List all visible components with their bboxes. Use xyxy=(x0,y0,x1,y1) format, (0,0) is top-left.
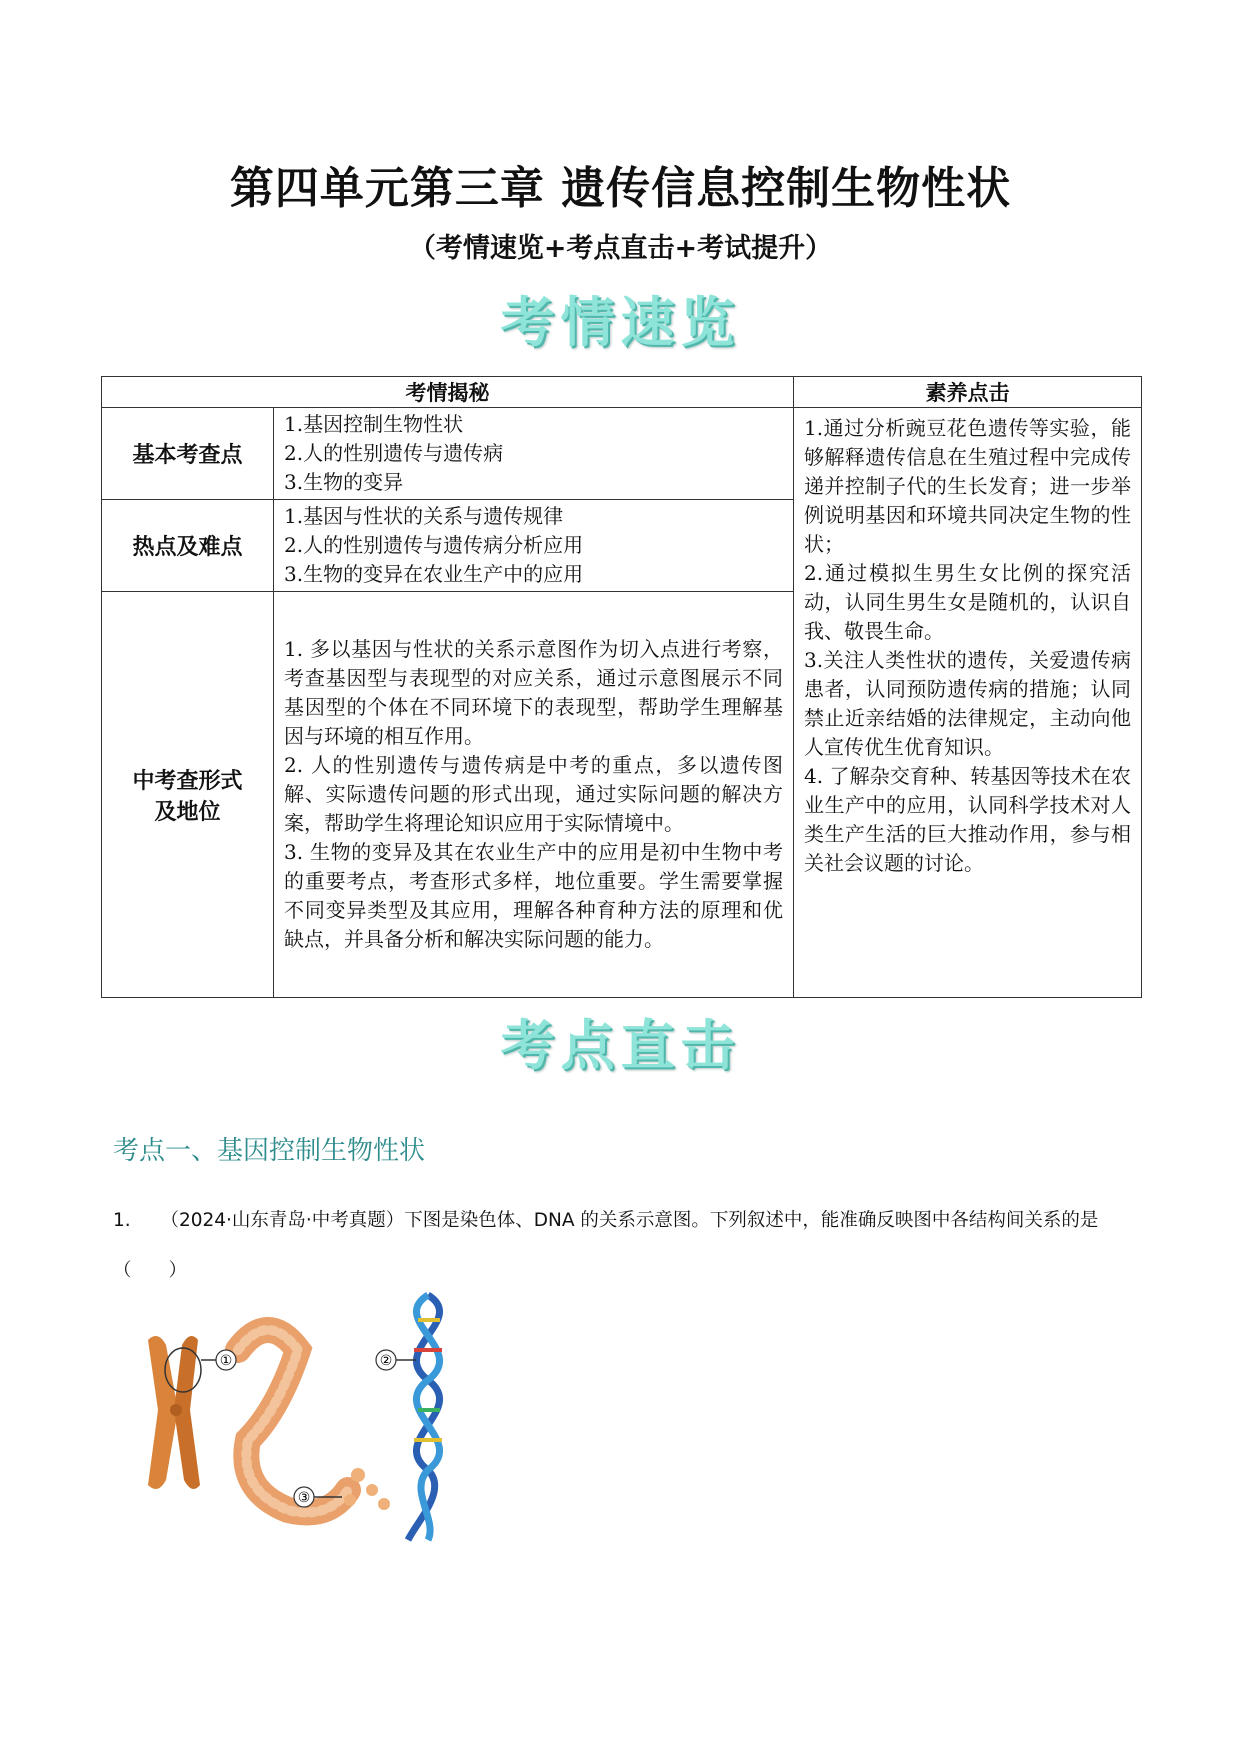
list-item: 2.人的性别遗传与遗传病分析应用 xyxy=(284,533,584,557)
row-label-hotspots: 热点及难点 xyxy=(102,500,274,592)
literacy-item: 2.通过模拟生男生女比例的探究活动，认同生男生女是随机的，认识自我、敬畏生命。 xyxy=(804,561,1131,643)
dna-helix-icon xyxy=(408,1295,442,1540)
row-label-exam-form: 中考查形式及地位 xyxy=(102,592,274,998)
list-item: 2. 人的性别遗传与遗传病是中考的重点，多以遗传图解、实际遗传问题的形式出现，通过实际问题的解决方案，帮助学生将理论知识应用于实际情境中。 xyxy=(284,753,783,835)
literacy-item: 4. 了解杂交育种、转基因等技术在农业生产中的应用，认同科学技术对人类生产生活的巨大推动作用，参与相关社会议题的讨论。 xyxy=(804,764,1131,875)
label-2: ② xyxy=(379,1353,393,1369)
label-marker-1 xyxy=(201,1350,236,1370)
page-title: 第四单元第三章 遗传信息控制生物性状 xyxy=(229,163,1012,214)
row-items-exam-form xyxy=(274,592,794,998)
table-row xyxy=(102,408,1142,500)
chromosome-icon xyxy=(148,1336,201,1489)
question-1 xyxy=(113,1196,1133,1296)
list-item: 2.人的性别遗传与遗传病 xyxy=(284,441,504,465)
list-item: 1.基因与性状的关系与遗传规律 xyxy=(284,504,564,528)
row-items-hotspots xyxy=(274,500,794,592)
row-items-basic xyxy=(274,408,794,500)
list-item: 3.生物的变异在农业生产中的应用 xyxy=(284,562,584,586)
literacy-item: 3.关注人类性状的遗传，关爱遗传病患者，认同预防遗传病的措施；认同禁止近亲结婚的法律规定，主动向他人宣传优生优育知识。 xyxy=(804,648,1131,759)
literacy-cell xyxy=(794,408,1142,998)
literacy-item: 1.通过分析豌豆花色遗传等实验，能够解释遗传信息在生殖过程中完成传递并控制子代的生长发育；进一步举例说明基因和环境共同决定生物的性状； xyxy=(804,416,1131,556)
section-title: 考点一、基因控制生物性状 xyxy=(113,1136,426,1166)
header-exam-reveal: 考情揭秘 xyxy=(102,377,794,408)
page-subtitle: （考情速览+考点直击+考试提升） xyxy=(408,233,833,264)
table-header-row xyxy=(102,377,1142,408)
coiled-fiber-icon xyxy=(238,1330,390,1513)
label-marker-2 xyxy=(376,1350,416,1370)
chromosome-dna-illustration xyxy=(128,1290,508,1550)
list-item: 3.生物的变异 xyxy=(284,470,404,494)
question-number: 1. xyxy=(113,1210,131,1231)
banner-key-points: 考点直击 xyxy=(500,1013,741,1077)
exam-overview-table xyxy=(101,376,1142,998)
label-3: ③ xyxy=(297,1490,311,1506)
list-item: 1. 多以基因与性状的关系示意图作为切入点进行考察，考查基因型与表现型的对应关系，通过示意图展示不同基因型的个体在不同环境下的表现型，帮助学生理解基因与环境的相互作用。 xyxy=(284,637,783,748)
banner-overview: 考情速览 xyxy=(500,290,741,354)
chromosome-dna-figure xyxy=(128,1290,508,1550)
header-literacy: 素养点击 xyxy=(794,377,1142,408)
row-label-basic: 基本考查点 xyxy=(102,408,274,500)
list-item: 3. 生物的变异及其在农业生产中的应用是初中生物中考的重要考点，考查形式多样，地位重要。学生需要掌握不同变异类型及其应用，理解各种育种方法的原理和优缺点，并具备分析和解决实际问题的能力。 xyxy=(284,840,783,951)
question-text: （2024·山东青岛·中考真题）下图是染色体、DNA 的关系示意图。下列叙述中，能准确反映图中各结构间关系的是（ ） xyxy=(113,1210,1099,1281)
label-1: ① xyxy=(219,1353,233,1369)
list-item: 1.基因控制生物性状 xyxy=(284,412,464,436)
